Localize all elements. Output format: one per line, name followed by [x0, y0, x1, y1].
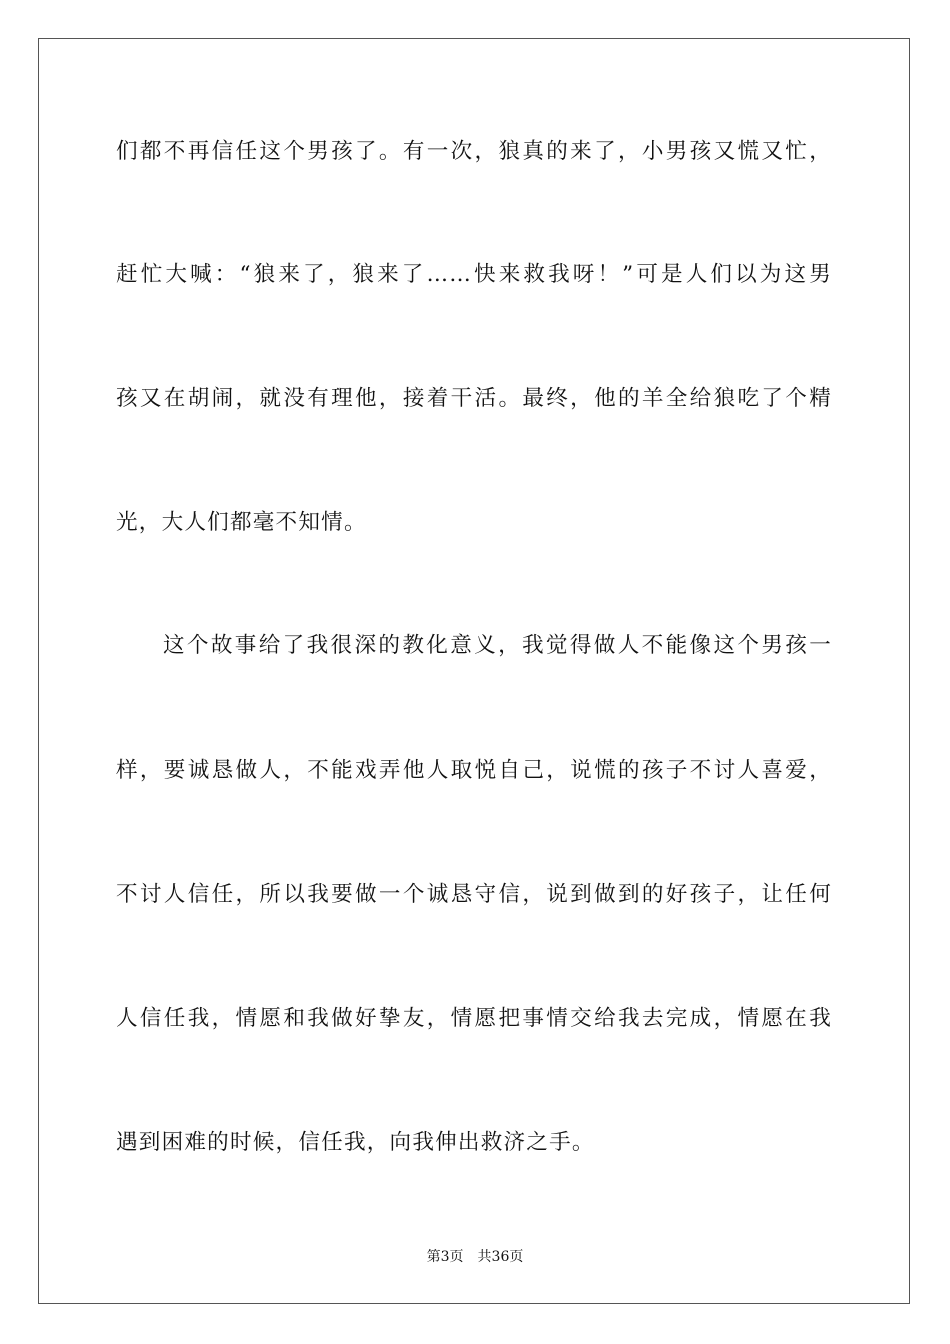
text-line: 不讨人信任，所以我要做一个诚恳守信，说到做到的好孩子，让任何 — [116, 882, 832, 907]
text-line-paragraph-start: 这个故事给了我很深的教化意义，我觉得做人不能像这个男孩一 — [163, 633, 832, 658]
text-line: 孩又在胡闹，就没有理他，接着干活。最终，他的羊全给狼吃了个精 — [116, 386, 832, 411]
text-line: 遇到困难的时候，信任我，向我伸出救济之手。 — [116, 1130, 595, 1155]
text-line: 人信任我，情愿和我做好挚友，情愿把事情交给我去完成，情愿在我 — [116, 1006, 832, 1031]
text-line: 们都不再信任这个男孩了。有一次，狼真的来了，小男孩又慌又忙， — [116, 139, 832, 164]
text-line: 样，要诚恳做人，不能戏弄他人取悦自己，说慌的孩子不讨人喜爱， — [116, 758, 832, 783]
text-line: 赶忙大喊：“狼来了，狼来了……快来救我呀！”可是人们以为这男 — [116, 262, 832, 287]
page-total: 共36页 — [477, 1249, 524, 1265]
page-footer — [0, 1247, 950, 1267]
page-number: 第3页 — [426, 1249, 464, 1265]
text-line: 光，大人们都毫不知情。 — [116, 510, 367, 535]
page-border — [38, 38, 910, 1304]
